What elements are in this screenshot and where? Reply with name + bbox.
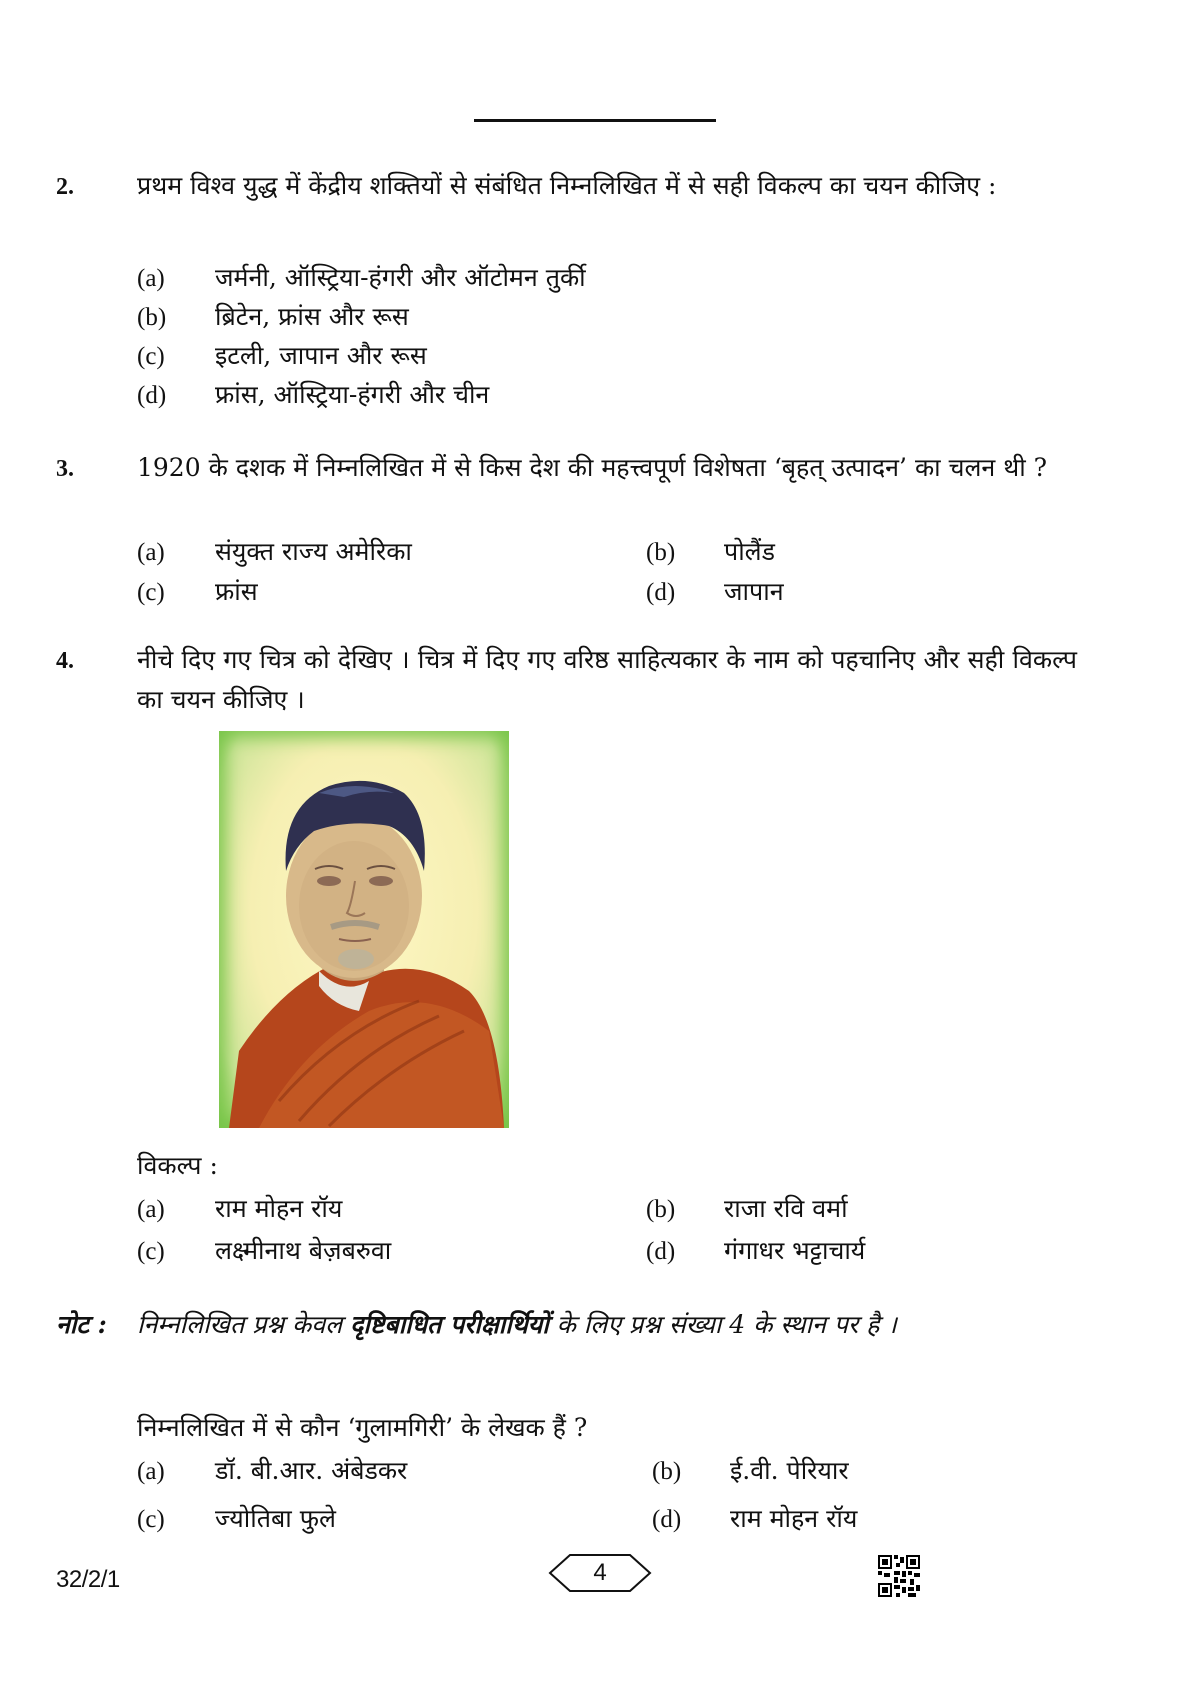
question-4-option-a: (a) राम मोहन रॉय	[137, 1194, 343, 1223]
alt-question-option-c: (c) ज्योतिबा फुले	[137, 1504, 336, 1533]
question-3-number: 3.	[56, 456, 74, 482]
paper-code: 32/2/1	[56, 1566, 120, 1593]
question-4-text: नीचे दिए गए चित्र को देखिए । चित्र में दिए गए वरिष्ठ साहित्यकार के नाम को पहचानिए और सही विकल्प का चयन कीजिए ।	[137, 645, 1077, 714]
note-label: नोट :	[56, 1310, 107, 1339]
alt-question-text: निम्नलिखित में से कौन ‘गुलामगिरी’ के लेखक हैं ?	[137, 1413, 588, 1442]
question-3-option-b: (b) पोलैंड	[646, 537, 776, 566]
portrait-illustration	[219, 731, 509, 1128]
qr-code-icon	[878, 1555, 920, 1597]
portrait-image	[219, 731, 509, 1128]
question-4-option-c: (c) लक्ष्मीनाथ बेज़बरुवा	[137, 1236, 392, 1265]
page-number-badge	[548, 1553, 652, 1593]
note-emphasis: दृष्टिबाधित परीक्षार्थियों	[350, 1310, 549, 1339]
question-2-text: प्रथम विश्व युद्ध में केंद्रीय शक्तियों से संबंधित निम्नलिखित में से सही विकल्प का चयन कीजिए :	[137, 171, 997, 200]
page-number: 4	[593, 1559, 607, 1586]
question-4-options-heading: विकल्प :	[137, 1151, 218, 1180]
alt-question-option-b: (b) ई.वी. पेरियार	[652, 1456, 849, 1485]
question-4-option-b: (b) राजा रवि वर्मा	[646, 1194, 848, 1223]
question-2-number: 2.	[56, 174, 74, 200]
question-3-option-a: (a) संयुक्त राज्य अमेरिका	[137, 537, 412, 566]
question-4-option-d: (d) गंगाधर भट्टाचार्य	[646, 1236, 866, 1265]
question-3-option-d: (d) जापान	[646, 577, 784, 606]
question-2-option-b: (b) ब्रिटेन, फ्रांस और रूस	[137, 302, 409, 331]
note-text: निम्नलिखित प्रश्न केवल दृष्टिबाधित परीक्षार्थियों के लिए प्रश्न संख्या 4 के स्थान पर है ।	[137, 1310, 897, 1339]
top-divider	[474, 119, 716, 122]
question-4-number: 4.	[56, 648, 74, 674]
question-2-option-a: (a) जर्मनी, ऑस्ट्रिया-हंगरी और ऑटोमन तुर्की	[137, 263, 586, 292]
alt-question-option-a: (a) डॉ. बी.आर. अंबेडकर	[137, 1456, 408, 1485]
question-3-text: 1920 के दशक में निम्नलिखित में से किस देश की महत्त्वपूर्ण विशेषता ‘बृहत् उत्पादन’ का चलन थी ?	[137, 453, 1048, 482]
alt-question-option-d: (d) राम मोहन रॉय	[652, 1504, 858, 1533]
question-3-option-c: (c) फ्रांस	[137, 577, 258, 606]
question-2-option-d: (d) फ्रांस, ऑस्ट्रिया-हंगरी और चीन	[137, 380, 490, 409]
question-2-option-c: (c) इटली, जापान और रूस	[137, 341, 427, 370]
